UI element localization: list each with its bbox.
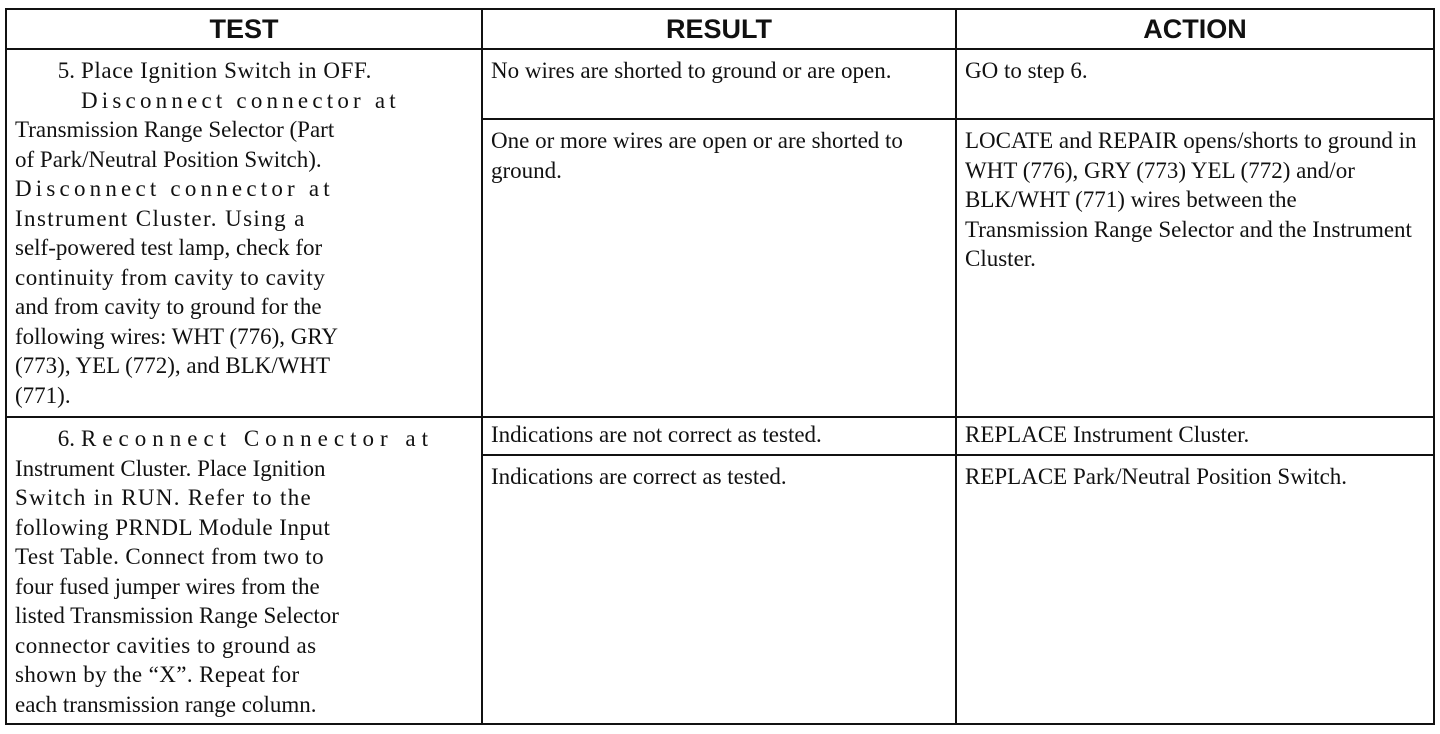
step-5-text-line-2: Disconnect connector at	[81, 87, 400, 113]
step-6-text-line-1: Reconnect Connector at	[81, 426, 434, 451]
step-6-first-line	[15, 424, 473, 454]
step-5-text-line-11: (773), YEL (772), and BLK/WHT	[15, 353, 331, 378]
step-6-action-1: REPLACE Instrument Cluster.	[956, 417, 1434, 455]
step-6-text-line-7: listed Transmission Range Selector	[15, 603, 339, 628]
step-5-text-line-7: self-powered test lamp, check for	[15, 235, 323, 260]
step-5-number: 5.	[57, 58, 75, 83]
step-5-test-cell	[6, 49, 482, 417]
step-6-test-cell	[6, 417, 482, 724]
step-5-result-2: One or more wires are open or are shorted to ground.	[482, 119, 956, 417]
step-6-result-2: Indications are correct as tested.	[482, 455, 956, 724]
step-5-text-line-10: following wires: WHT (776), GRY	[15, 323, 339, 349]
header-result: RESULT	[482, 9, 956, 49]
step-5-text-line-8: continuity from cavity to cavity	[15, 264, 326, 290]
step-5-text-line-1: Place Ignition Switch in OFF.	[81, 58, 372, 83]
step-5-text-line-12: (771).	[15, 382, 71, 408]
header-action: ACTION	[956, 9, 1434, 49]
step-6-text-line-3: Switch in RUN. Refer to the	[15, 485, 313, 510]
step-5-text-line-5: Disconnect connector at	[15, 176, 334, 201]
step-6-row-a	[6, 417, 1434, 455]
header-test: TEST	[6, 9, 482, 49]
step-5-action-1: GO to step 6.	[956, 49, 1434, 119]
step-6-text-line-10: each transmission range column.	[15, 691, 317, 717]
step-6-text-line-2: Instrument Cluster. Place Ignition	[15, 455, 326, 481]
step-6-number: 6.	[57, 426, 75, 451]
diagnostic-test-table	[5, 8, 1435, 725]
step-5-text-line-9: and from cavity to ground for the	[15, 294, 322, 319]
step-5-action-2: LOCATE and REPAIR opens/shorts to ground in WHT (776), GRY (773) YEL (772) and/or BLK/WHT (771) wires between the Transmission Range Selector and the Instrument Cluster.	[956, 119, 1434, 417]
step-6-text-line-9: shown by the “X”. Repeat for	[15, 662, 300, 687]
step-5-first-line	[15, 56, 473, 86]
step-5-text-line-4: of Park/Neutral Position Switch).	[15, 146, 322, 172]
step-5-result-1: No wires are shorted to ground or are open.	[482, 49, 956, 119]
step-5-row-a	[6, 49, 1434, 119]
step-5-text-line-6: Instrument Cluster. Using a	[15, 205, 306, 231]
step-6-text-line-8: connector cavities to ground as	[15, 632, 317, 658]
step-6-result-1: Indications are not correct as tested.	[482, 417, 956, 455]
step-5-text-line-3: Transmission Range Selector (Part	[15, 117, 335, 142]
step-6-text-line-5: Test Table. Connect from two to	[15, 544, 324, 569]
step-6-text-line-6: four fused jumper wires from the	[15, 573, 320, 599]
header-row	[6, 9, 1434, 49]
step-6-action-2: REPLACE Park/Neutral Position Switch.	[956, 455, 1434, 724]
step-6-text-line-4: following PRNDL Module Input	[15, 514, 331, 540]
